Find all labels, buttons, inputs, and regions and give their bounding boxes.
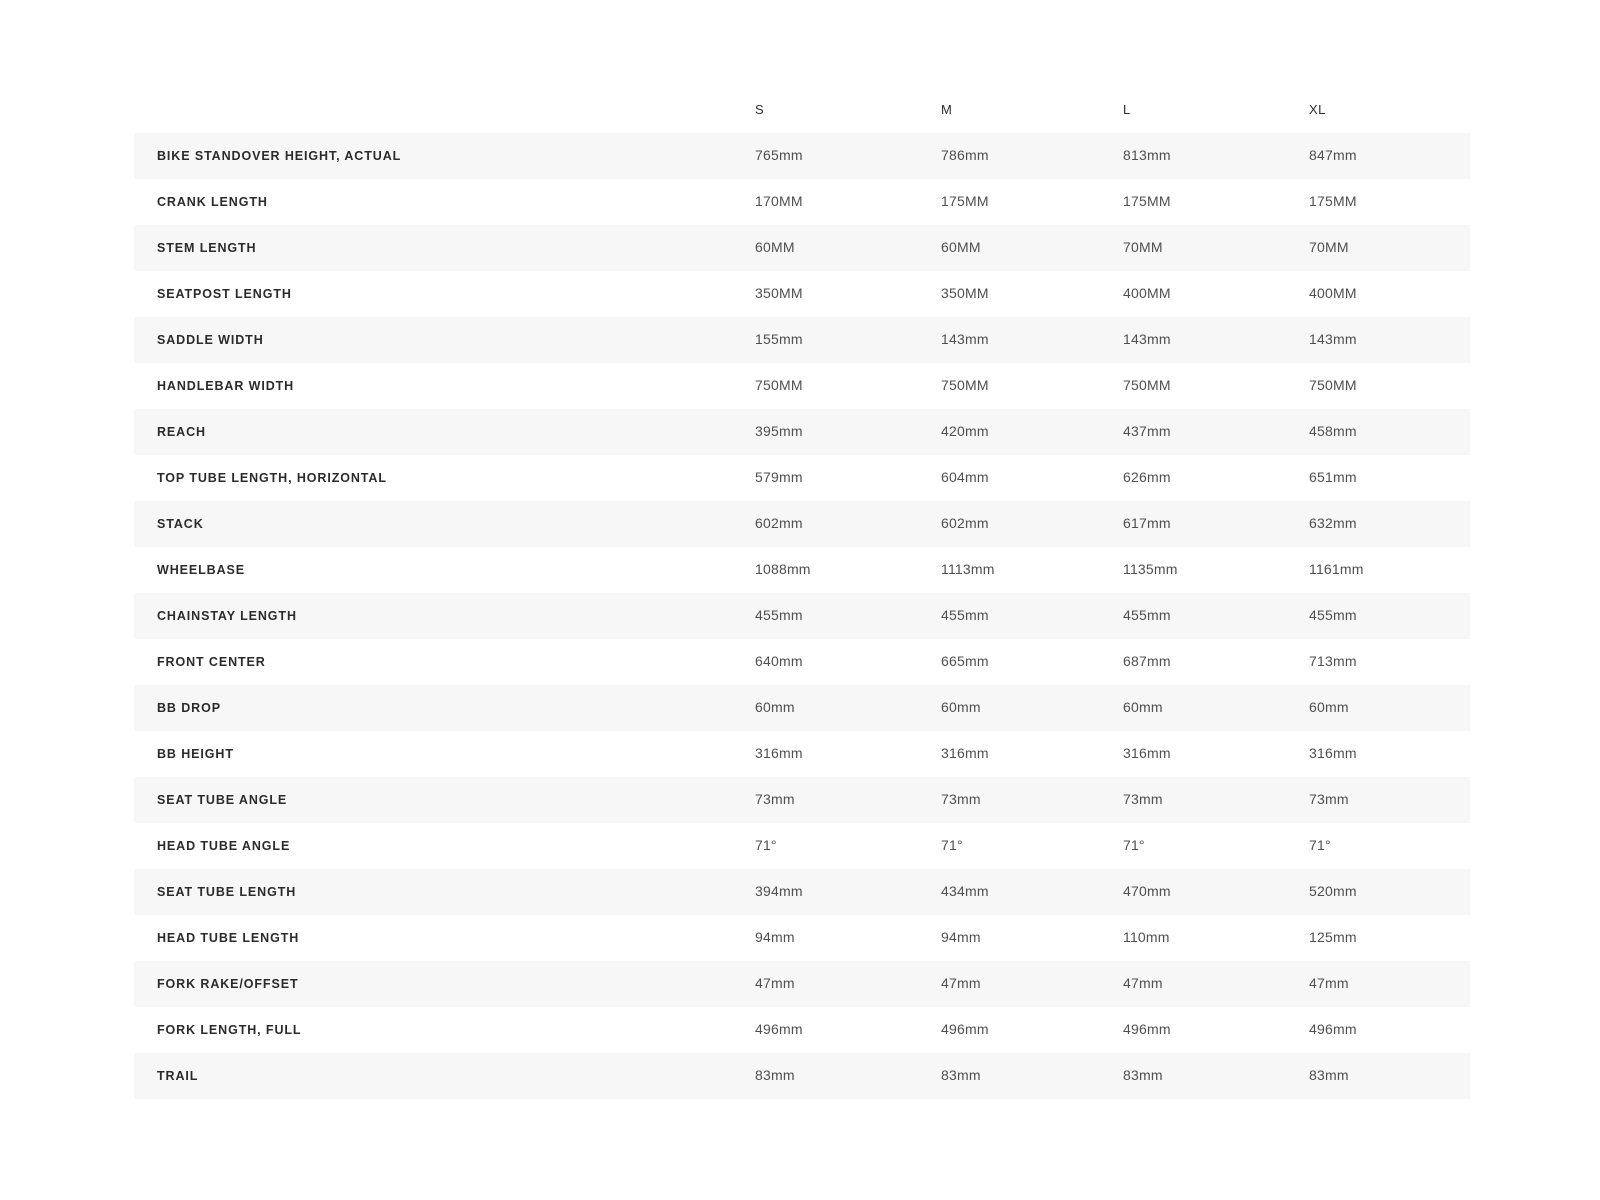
table-body bbox=[134, 133, 1470, 1099]
column-header-m: M bbox=[941, 101, 953, 117]
cell-value: 110mm bbox=[1123, 929, 1170, 945]
cell-value: 651mm bbox=[1309, 469, 1357, 485]
cell-value: 60mm bbox=[941, 699, 981, 715]
cell-value: 602mm bbox=[941, 515, 989, 531]
cell-value: 94mm bbox=[941, 929, 981, 945]
cell-value: 786mm bbox=[941, 147, 989, 163]
row-label: BIKE STANDOVER HEIGHT, ACTUAL bbox=[157, 149, 402, 163]
row-label: HEAD TUBE LENGTH bbox=[157, 931, 300, 945]
table-row bbox=[134, 547, 1470, 593]
table-row bbox=[134, 777, 1470, 823]
cell-value: 316mm bbox=[1123, 745, 1171, 761]
table-row bbox=[134, 501, 1470, 547]
table-row bbox=[134, 593, 1470, 639]
cell-value: 60mm bbox=[1123, 699, 1163, 715]
cell-value: 70MM bbox=[1123, 239, 1163, 255]
cell-value: 71° bbox=[941, 837, 963, 853]
table-row bbox=[134, 363, 1470, 409]
table-row bbox=[134, 1007, 1470, 1053]
column-header-l: L bbox=[1123, 101, 1131, 117]
cell-value: 1088mm bbox=[755, 561, 811, 577]
cell-value: 1113mm bbox=[941, 561, 995, 577]
row-label: TOP TUBE LENGTH, HORIZONTAL bbox=[157, 471, 387, 485]
cell-value: 1135mm bbox=[1123, 561, 1178, 577]
cell-value: 83mm bbox=[941, 1067, 981, 1083]
row-label: CRANK LENGTH bbox=[157, 195, 268, 209]
table-row bbox=[134, 179, 1470, 225]
table-row bbox=[134, 869, 1470, 915]
cell-value: 60MM bbox=[755, 239, 795, 255]
table-row bbox=[134, 915, 1470, 961]
row-label: STEM LENGTH bbox=[157, 241, 257, 255]
cell-value: 155mm bbox=[755, 331, 803, 347]
cell-value: 71° bbox=[1309, 837, 1331, 853]
cell-value: 60MM bbox=[941, 239, 981, 255]
table-row bbox=[134, 317, 1470, 363]
cell-value: 394mm bbox=[755, 883, 803, 899]
cell-value: 400MM bbox=[1123, 285, 1171, 301]
cell-value: 437mm bbox=[1123, 423, 1171, 439]
cell-value: 316mm bbox=[1309, 745, 1357, 761]
cell-value: 71° bbox=[1123, 837, 1145, 853]
table-row bbox=[134, 685, 1470, 731]
cell-value: 60mm bbox=[755, 699, 795, 715]
cell-value: 175MM bbox=[1123, 193, 1171, 209]
row-label: BB HEIGHT bbox=[157, 747, 234, 761]
cell-value: 455mm bbox=[755, 607, 803, 623]
size-header-row bbox=[134, 85, 1470, 133]
table-row bbox=[134, 823, 1470, 869]
row-label: SEAT TUBE ANGLE bbox=[157, 793, 288, 807]
cell-value: 434mm bbox=[941, 883, 989, 899]
row-label: FORK RAKE/OFFSET bbox=[157, 977, 299, 991]
cell-value: 94mm bbox=[755, 929, 795, 945]
cell-value: 175MM bbox=[941, 193, 989, 209]
cell-value: 316mm bbox=[941, 745, 989, 761]
cell-value: 765mm bbox=[755, 147, 803, 163]
cell-value: 458mm bbox=[1309, 423, 1357, 439]
cell-value: 626mm bbox=[1123, 469, 1171, 485]
geometry-table bbox=[134, 85, 1470, 1099]
table-row bbox=[134, 639, 1470, 685]
cell-value: 496mm bbox=[1123, 1021, 1171, 1037]
row-label: SADDLE WIDTH bbox=[157, 333, 264, 347]
column-header-s: S bbox=[755, 101, 765, 117]
row-label: CHAINSTAY LENGTH bbox=[157, 609, 297, 623]
table-row bbox=[134, 409, 1470, 455]
table-row bbox=[134, 731, 1470, 777]
cell-value: 579mm bbox=[755, 469, 803, 485]
cell-value: 847mm bbox=[1309, 147, 1357, 163]
cell-value: 350MM bbox=[941, 285, 989, 301]
cell-value: 400MM bbox=[1309, 285, 1357, 301]
cell-value: 665mm bbox=[941, 653, 989, 669]
row-label: HANDLEBAR WIDTH bbox=[157, 379, 295, 393]
cell-value: 455mm bbox=[1123, 607, 1171, 623]
cell-value: 813mm bbox=[1123, 147, 1171, 163]
cell-value: 750MM bbox=[1309, 377, 1357, 393]
cell-value: 47mm bbox=[1309, 975, 1349, 991]
cell-value: 70MM bbox=[1309, 239, 1349, 255]
cell-value: 750MM bbox=[941, 377, 989, 393]
cell-value: 617mm bbox=[1123, 515, 1171, 531]
row-label: FRONT CENTER bbox=[157, 655, 266, 669]
table-row bbox=[134, 1053, 1470, 1099]
row-label: FORK LENGTH, FULL bbox=[157, 1023, 302, 1037]
cell-value: 395mm bbox=[755, 423, 803, 439]
cell-value: 170MM bbox=[755, 193, 803, 209]
table-row bbox=[134, 271, 1470, 317]
cell-value: 73mm bbox=[1123, 791, 1163, 807]
row-label: REACH bbox=[157, 425, 206, 439]
cell-value: 47mm bbox=[941, 975, 981, 991]
cell-value: 143mm bbox=[1123, 331, 1171, 347]
cell-value: 316mm bbox=[755, 745, 803, 761]
cell-value: 632mm bbox=[1309, 515, 1357, 531]
row-label: TRAIL bbox=[157, 1069, 199, 1083]
row-label: STACK bbox=[157, 517, 204, 531]
cell-value: 1161mm bbox=[1309, 561, 1364, 577]
cell-value: 73mm bbox=[941, 791, 981, 807]
cell-value: 455mm bbox=[941, 607, 989, 623]
cell-value: 420mm bbox=[941, 423, 989, 439]
cell-value: 687mm bbox=[1123, 653, 1171, 669]
cell-value: 47mm bbox=[1123, 975, 1163, 991]
cell-value: 602mm bbox=[755, 515, 803, 531]
cell-value: 83mm bbox=[755, 1067, 795, 1083]
table-row bbox=[134, 133, 1470, 179]
cell-value: 175MM bbox=[1309, 193, 1357, 209]
table-row bbox=[134, 225, 1470, 271]
cell-value: 455mm bbox=[1309, 607, 1357, 623]
cell-value: 83mm bbox=[1123, 1067, 1163, 1083]
cell-value: 125mm bbox=[1309, 929, 1357, 945]
cell-value: 750MM bbox=[1123, 377, 1171, 393]
row-label: SEATPOST LENGTH bbox=[157, 287, 292, 301]
cell-value: 640mm bbox=[755, 653, 803, 669]
cell-value: 713mm bbox=[1309, 653, 1357, 669]
cell-value: 71° bbox=[755, 837, 777, 853]
row-label: WHEELBASE bbox=[157, 563, 245, 577]
row-label: BB DROP bbox=[157, 701, 221, 715]
cell-value: 143mm bbox=[941, 331, 989, 347]
cell-value: 73mm bbox=[1309, 791, 1349, 807]
cell-value: 604mm bbox=[941, 469, 989, 485]
cell-value: 143mm bbox=[1309, 331, 1357, 347]
cell-value: 83mm bbox=[1309, 1067, 1349, 1083]
cell-value: 60mm bbox=[1309, 699, 1349, 715]
cell-value: 470mm bbox=[1123, 883, 1171, 899]
cell-value: 496mm bbox=[755, 1021, 803, 1037]
cell-value: 496mm bbox=[941, 1021, 989, 1037]
column-header-xl: XL bbox=[1309, 101, 1326, 117]
cell-value: 47mm bbox=[755, 975, 795, 991]
cell-value: 750MM bbox=[755, 377, 803, 393]
row-label: SEAT TUBE LENGTH bbox=[157, 885, 297, 899]
table-row bbox=[134, 455, 1470, 501]
cell-value: 496mm bbox=[1309, 1021, 1357, 1037]
row-label: HEAD TUBE ANGLE bbox=[157, 839, 291, 853]
cell-value: 520mm bbox=[1309, 883, 1357, 899]
cell-value: 73mm bbox=[755, 791, 795, 807]
cell-value: 350MM bbox=[755, 285, 803, 301]
table-row bbox=[134, 961, 1470, 1007]
